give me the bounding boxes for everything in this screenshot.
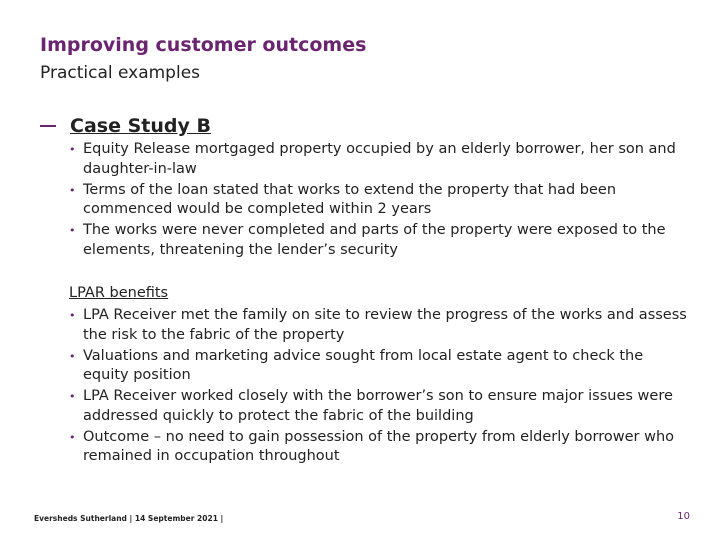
dash-icon (40, 125, 56, 127)
page-number: 10 (677, 511, 690, 522)
benefit-point: • LPA Receiver met the family on site to review the progress of the works and assess the risk to the fabric of the property (69, 306, 689, 345)
case-study-point: • Terms of the loan stated that works to extend the property that had been commenced would be completed within 2 years (69, 181, 689, 220)
benefits-heading: LPAR benefits (69, 285, 169, 301)
footer-text: Eversheds Sutherland | 14 September 2021 | (34, 514, 224, 523)
benefit-point: • Outcome – no need to gain possession of the property from elderly borrower who remained in occupation throughout (69, 428, 689, 467)
slide-title: Improving customer outcomes (40, 34, 367, 56)
case-study-point: • Equity Release mortgaged property occupied by an elderly borrower, her son and daughter-in-law (69, 140, 689, 179)
case-study-list (69, 140, 689, 262)
benefit-point: • Valuations and marketing advice sought from local estate agent to check the equity position (69, 347, 689, 386)
case-study-title: Case Study B (70, 115, 211, 137)
case-study-point: • The works were never completed and parts of the property were exposed to the elements, threatening the lender’s security (69, 221, 689, 260)
case-study-heading (40, 114, 211, 138)
benefit-point: • LPA Receiver worked closely with the borrower’s son to ensure major issues were addressed quickly to protect the fabric of the building (69, 387, 689, 426)
slide-subtitle: Practical examples (40, 63, 201, 83)
benefits-list (69, 306, 689, 468)
